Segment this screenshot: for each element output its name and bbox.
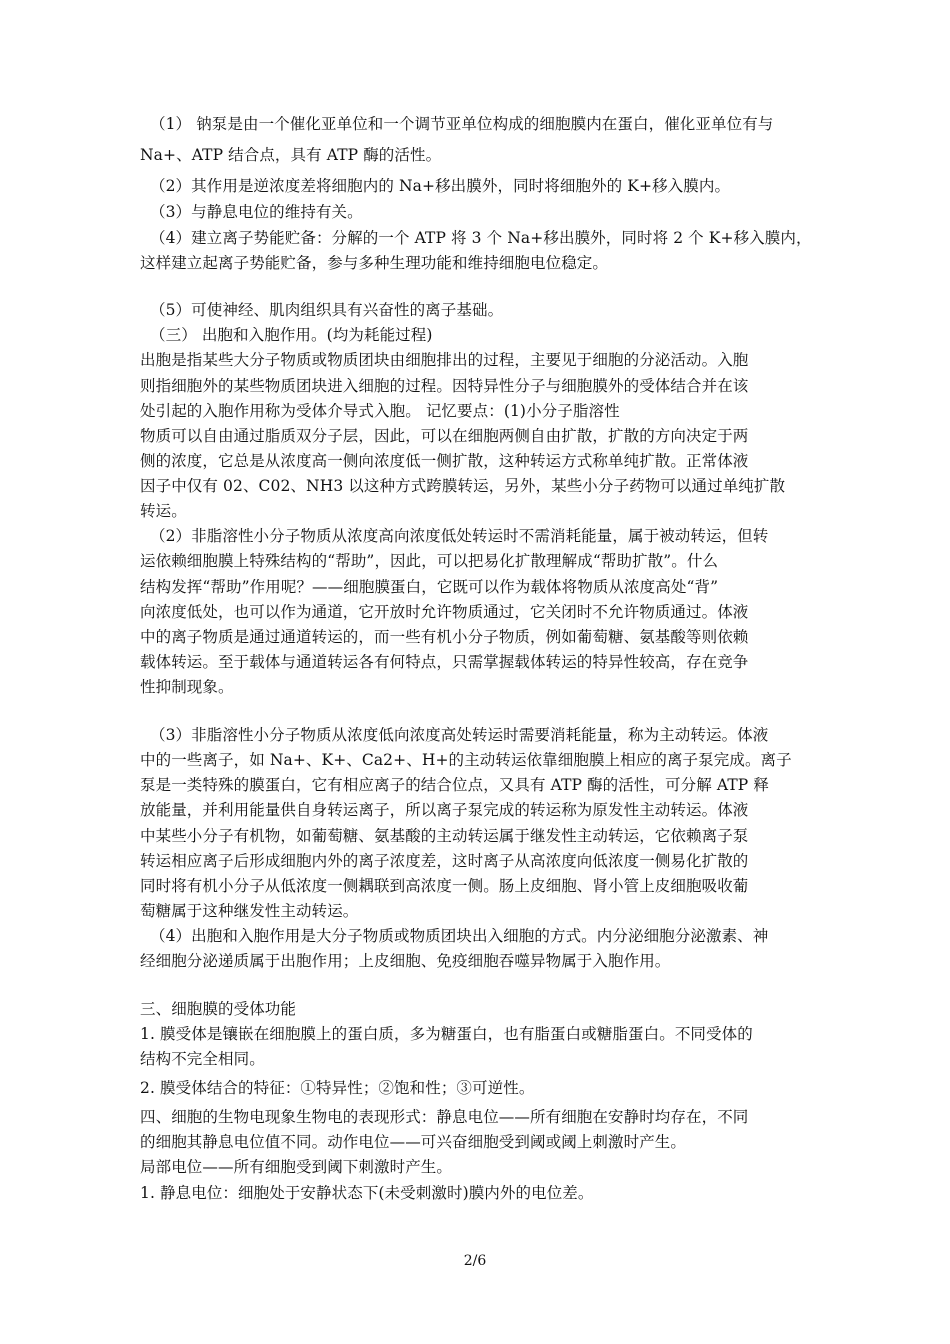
section-heading: 三、细胞膜的受体功能	[140, 1000, 297, 1018]
text-line: 因子中仅有 02、C02、NH3 以这种方式跨膜转运，另外，某些小分子药物可以通过单纯扩散	[140, 477, 786, 495]
text-line: （1） 钠泵是由一个催化亚单位和一个调节亚单位构成的细胞膜内在蛋白，催化亚单位有与	[150, 115, 774, 133]
text-line: 处引起的入胞作用称为受体介导式入胞。 记忆要点：(1)小分子脂溶性	[140, 402, 620, 420]
text-line: 1. 静息电位：细胞处于安静状态下(未受刺激时)膜内外的电位差。	[140, 1184, 594, 1202]
text-line: 转运相应离子后形成细胞内外的离子浓度差，这时离子从高浓度向低浓度一侧易化扩散的	[140, 852, 749, 870]
text-line: 的细胞其静息电位值不同。动作电位——可兴奋细胞受到阈或阈上刺激时产生。	[140, 1133, 687, 1151]
text-line: 结构发挥“帮助”作用呢？——细胞膜蛋白，它既可以作为载体将物质从浓度高处“背”	[140, 578, 719, 596]
text-line: 载体转运。至于载体与通道转运各有何特点，只需掌握载体转运的特异性较高，存在竞争	[140, 653, 749, 671]
text-line: 向浓度低处，也可以作为通道，它开放时允许物质通过，它关闭时不允许物质通过。体液	[140, 603, 749, 621]
text-line: 出胞是指某些大分子物质或物质团块由细胞排出的过程，主要见于细胞的分泌活动。入胞	[140, 351, 749, 369]
text-line: 萄糖属于这种继发性主动转运。	[140, 902, 359, 920]
text-line: 则指细胞外的某些物质团块进入细胞的过程。因特异性分子与细胞膜外的受体结合并在该	[140, 377, 749, 395]
text-line: 经细胞分泌递质属于出胞作用；上皮细胞、免疫细胞吞噬异物属于入胞作用。	[140, 952, 671, 970]
text-line: （2）非脂溶性小分子物质从浓度高向浓度低处转运时不需消耗能量，属于被动转运，但转	[150, 527, 769, 545]
text-line: 中的离子物质是通过通道转运的，而一些有机小分子物质，例如葡萄糖、氨基酸等则依赖	[140, 628, 749, 646]
text-line: 同时将有机小分子从低浓度一侧耦联到高浓度一侧。肠上皮细胞、肾小管上皮细胞吸收葡	[140, 877, 749, 895]
text-line: 物质可以自由通过脂质双分子层，因此，可以在细胞两侧自由扩散，扩散的方向决定于两	[140, 427, 749, 445]
text-line: Na+、ATP 结合点，具有 ATP 酶的活性。	[140, 146, 442, 164]
text-line: 中某些小分子有机物，如葡萄糖、氨基酸的主动转运属于继发性主动转运，它依赖离子泵	[140, 827, 749, 845]
text-line: 放能量，并利用能量供自身转运离子，所以离子泵完成的转运称为原发性主动转运。体液	[140, 801, 749, 819]
section-heading: （三） 出胞和入胞作用。(均为耗能过程)	[150, 326, 433, 344]
text-line: （5）可使神经、肌肉组织具有兴奋性的离子基础。	[150, 301, 504, 319]
text-line: 泵是一类特殊的膜蛋白，它有相应离子的结合位点，又具有 ATP 酶的活性，可分解 ATP 释	[140, 776, 769, 794]
text-line: （3）与静息电位的维持有关。	[150, 203, 363, 221]
text-line: 侧的浓度，它总是从浓度高一侧向浓度低一侧扩散，这种转运方式称单纯扩散。正常体液	[140, 452, 749, 470]
text-line: 2. 膜受体结合的特征：①特异性；②饱和性；③可逆性。	[140, 1079, 535, 1097]
text-line: 转运。	[140, 502, 187, 520]
text-line: （2）其作用是逆浓度差将细胞内的 Na+移出膜外，同时将细胞外的 K+移入膜内。	[150, 177, 731, 195]
page-number: 2/6	[463, 1253, 487, 1269]
text-line: 中的一些离子，如 Na+、K+、Ca2+、H+的主动转运依靠细胞膜上相应的离子泵完成。离子	[140, 751, 792, 769]
text-line: （3）非脂溶性小分子物质从浓度低向浓度高处转运时需要消耗能量，称为主动转运。体液	[150, 726, 769, 744]
text-line: 运依赖细胞膜上特殊结构的“帮助”，因此，可以把易化扩散理解成“帮助扩散”。什么	[140, 552, 719, 570]
text-line: 1. 膜受体是镶嵌在细胞膜上的蛋白质，多为糖蛋白，也有脂蛋白或糖脂蛋白。不同受体的	[140, 1025, 753, 1043]
text-line: （4）出胞和入胞作用是大分子物质或物质团块出入细胞的方式。内分泌细胞分泌激素、神	[150, 927, 769, 945]
text-line: 性抑制现象。	[140, 678, 234, 696]
text-line: 四、细胞的生物电现象生物电的表现形式：静息电位——所有细胞在安静时均存在，不同	[140, 1108, 749, 1126]
text-line: 这样建立起离子势能贮备，参与多种生理功能和维持细胞电位稳定。	[140, 254, 609, 272]
text-line: （4）建立离子势能贮备：分解的一个 ATP 将 3 个 Na+移出膜外，同时将 2 个 K+移入膜内，	[150, 229, 812, 247]
text-line: 结构不完全相同。	[140, 1050, 265, 1068]
text-line: 局部电位——所有细胞受到阈下刺激时产生。	[140, 1158, 453, 1176]
